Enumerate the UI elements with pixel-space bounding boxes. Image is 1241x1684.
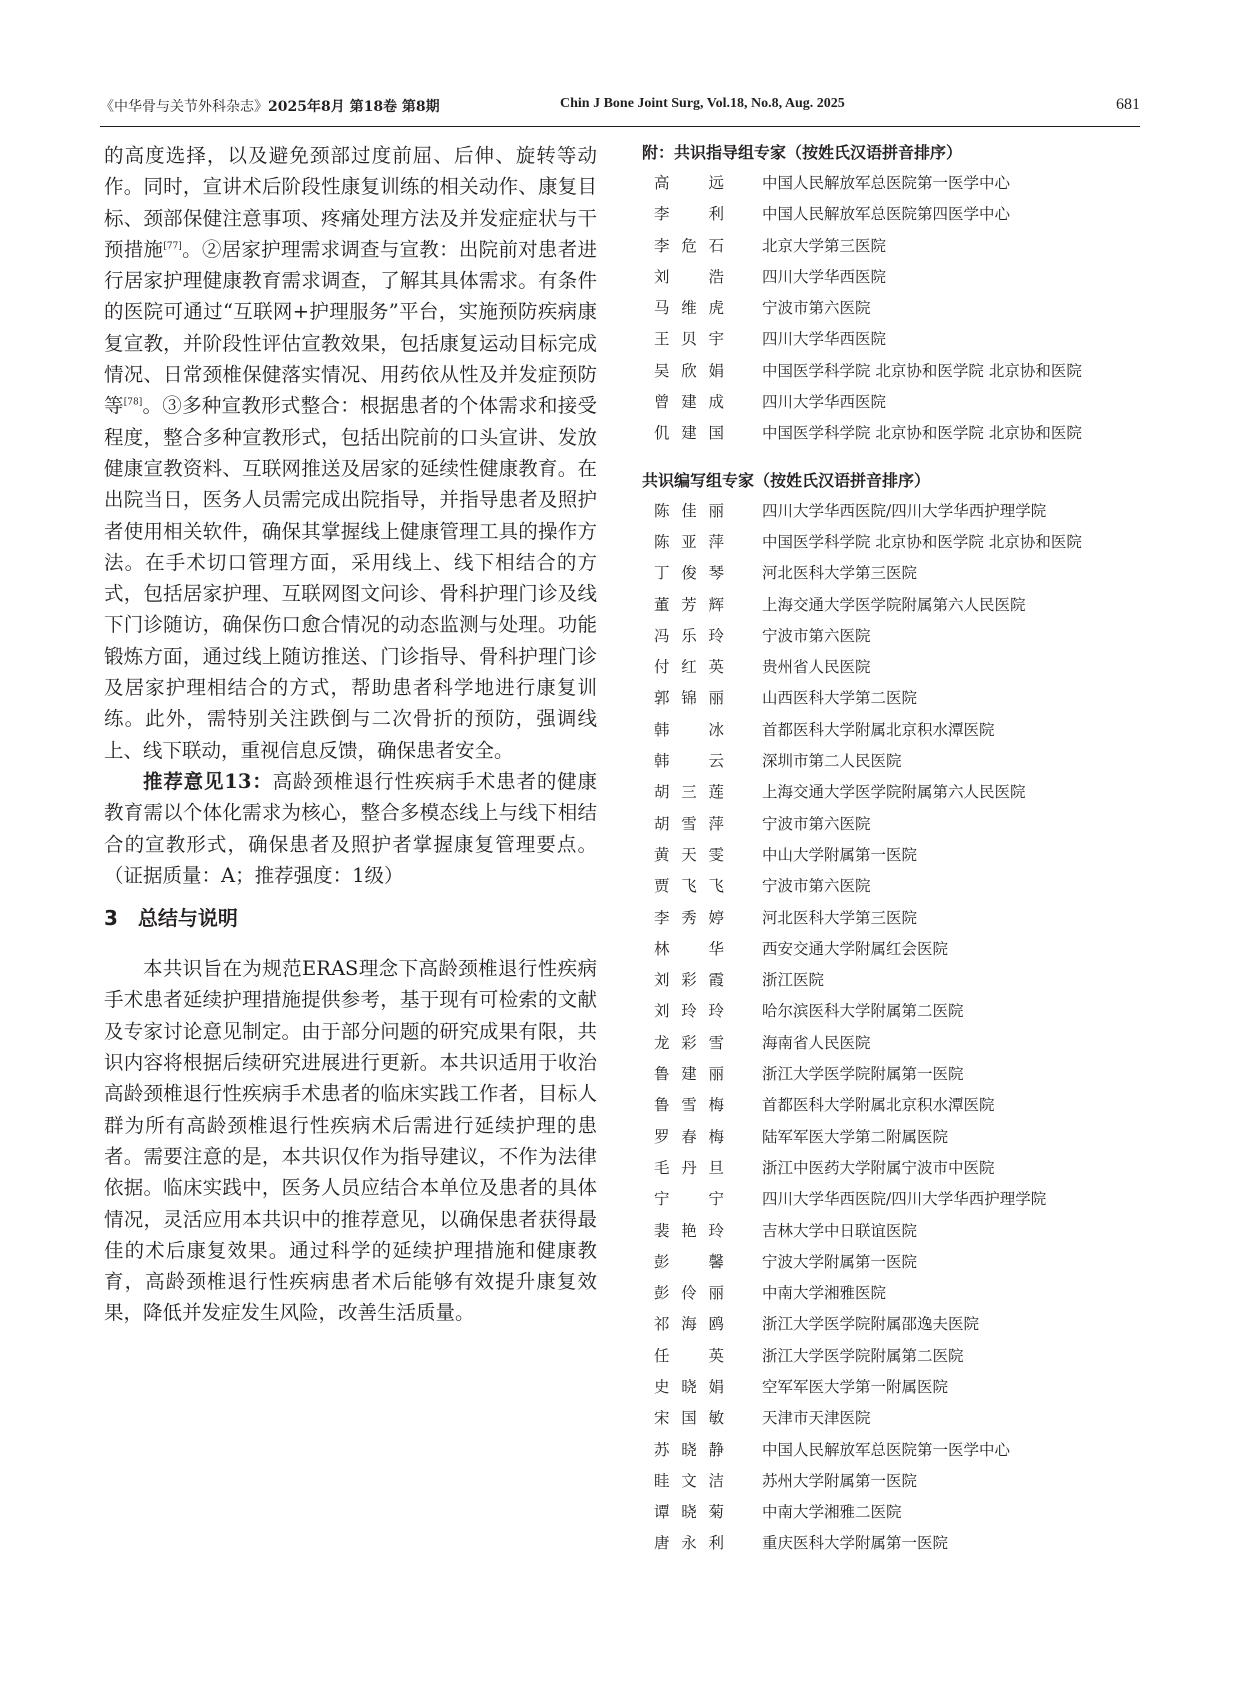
expert-institution: 宁波市第六医院 [762,877,871,896]
recommendation-13 [104,766,597,891]
expert-institution: 中南大学湘雅医院 [762,1284,887,1303]
expert-institution: 宁波市第六医院 [762,814,871,833]
expert-name: 任 英 [654,1346,724,1365]
expert-institution: 中山大学附属第一医院 [762,845,918,864]
right-column [642,140,1142,1560]
expert-row [642,1497,1142,1528]
expert-name: 裴艳玲 [654,1221,724,1240]
expert-name: 仉建国 [654,424,724,443]
expert-name: 董芳辉 [654,595,724,614]
summary-paragraph: 本共识旨在为规范ERAS理念下高龄颈椎退行性疾病手术患者延续护理措施提供参考，基于现有可检索的文献及专家讨论意见制定。由于部分问题的研究成果有限，共识内容将根据后续研究进展进行更新。本共识适用于收治高龄颈椎退行性疾病手术患者的临床实践工作者，目标人群为所有高龄颈椎退行性疾病术后需进行延续护理的患者。需要注意的是，本共识仅作为指导建议，不作为法律依据。临床实践中，医务人员应结合本单位及患者的具体情况，灵活应用本共识中的推荐意见，以确保患者获得最佳的术后康复效果。通过科学的延续护理措施和健康教育，高龄颈椎退行性疾病患者术后能够有效提升康复效果，降低并发症发生风险，改善生活质量。 [104,957,597,1325]
expert-row [642,621,1142,652]
expert-name: 毛丹旦 [654,1158,724,1177]
expert-name: 龙彩雪 [654,1033,724,1052]
expert-row [642,1341,1142,1372]
expert-name: 李 利 [654,205,724,224]
writing-group-list [642,496,1142,1560]
expert-institution: 四川大学华西医院 [762,330,887,349]
expert-name: 彭 馨 [654,1252,724,1271]
expert-row [642,527,1142,558]
expert-row [642,168,1142,199]
para-text: 。②居家护理需求调查与宣教：出院前对患者进行居家护理健康教育需求调查，了解其具体需求。有条件的医院可通过“互联网+护理服务”平台，实施预防疾病康复宣教，并阶段性评估宣教效果，包括康复运动目标完成情况、日常颈椎保健落实情况、用药依从性及并发症预防等 [104,237,597,418]
expert-name: 刘玲玲 [654,1002,724,1021]
expert-institution: 吉林大学中日联谊医院 [762,1221,918,1240]
expert-name: 黄天雯 [654,845,724,864]
expert-name: 眭文洁 [654,1471,724,1490]
expert-row [642,1309,1142,1340]
guide-group-title: 附：共识指导组专家（按姓氏汉语拼音排序） [642,143,963,162]
expert-institution: 浙江中医药大学附属宁波市中医院 [762,1158,995,1177]
expert-name: 陈亚萍 [654,532,724,551]
expert-name: 李危石 [654,236,724,255]
expert-institution: 浙江大学医学院附属第一医院 [762,1065,964,1084]
expert-institution: 陆军军医大学第二附属医院 [762,1127,949,1146]
expert-row [642,903,1142,934]
expert-row [642,1090,1142,1121]
expert-institution: 浙江医院 [762,971,825,990]
expert-institution: 空军军医大学第一附属医院 [762,1377,949,1396]
expert-name: 陈佳丽 [654,501,724,520]
expert-name: 王贝宇 [654,330,724,349]
expert-row [642,496,1142,527]
expert-name: 鲁建丽 [654,1065,724,1084]
expert-name: 宁 宁 [654,1190,724,1209]
expert-name: 韩 冰 [654,720,724,739]
expert-name: 李秀婷 [654,908,724,927]
expert-name: 林 华 [654,939,724,958]
expert-institution: 上海交通大学医学院附属第六人民医院 [762,783,1026,802]
expert-institution: 深圳市第二人民医院 [762,752,902,771]
expert-row [642,1278,1142,1309]
expert-institution: 北京大学第三医院 [762,236,887,255]
expert-row [642,418,1142,449]
expert-row [642,356,1142,387]
expert-institution: 重庆医科大学附属第一医院 [762,1534,949,1553]
expert-row [642,1028,1142,1059]
expert-institution: 首都医科大学附属北京积水潭医院 [762,720,995,739]
expert-row [642,1372,1142,1403]
expert-institution: 浙江大学医学院附属第二医院 [762,1346,964,1365]
expert-row [642,715,1142,746]
expert-institution: 海南省人民医院 [762,1033,871,1052]
expert-institution: 四川大学华西医院 [762,393,887,412]
expert-name: 贾飞飞 [654,877,724,896]
expert-row [642,293,1142,324]
expert-institution: 浙江大学医学院附属邵逸夫医院 [762,1315,980,1334]
expert-name: 谭晓菊 [654,1503,724,1522]
section-heading: 3 总结与说明 [104,906,238,931]
expert-institution: 中国人民解放军总医院第一医学中心 [762,174,1011,192]
expert-name: 丁俊琴 [654,564,724,583]
expert-name: 胡雪萍 [654,814,724,833]
expert-row [642,590,1142,621]
writing-group-title: 共识编写组专家（按姓氏汉语拼音排序） [642,470,931,490]
expert-name: 史晓娟 [654,1377,724,1396]
expert-name: 韩 云 [654,752,724,771]
expert-institution: 中南大学湘雅二医院 [762,1503,902,1522]
expert-name: 苏晓静 [654,1440,724,1459]
citation[interactable]: [78] [123,397,143,408]
expert-institution: 中国医学科学院 北京协和医学院 北京协和医院 [762,361,1082,380]
expert-institution: 河北医科大学第三医院 [762,564,918,583]
expert-institution: 中国医学科学院 北京协和医学院 北京协和医院 [762,532,1082,551]
expert-row [642,996,1142,1027]
expert-row [642,871,1142,902]
expert-row [642,777,1142,808]
expert-institution: 宁波大学附属第一医院 [762,1252,918,1271]
left-column [104,140,597,1329]
expert-row [642,1466,1142,1497]
journal-issue-cn [100,96,440,116]
expert-row [642,1528,1142,1559]
expert-row [642,652,1142,683]
expert-row [642,934,1142,965]
expert-name: 付红英 [654,658,724,677]
expert-row [642,746,1142,777]
expert-institution: 中国人民解放军总医院第四医学中心 [762,205,1011,224]
expert-row [642,1435,1142,1466]
expert-institution: 贵州省人民医院 [762,658,871,677]
expert-institution: 四川大学华西医院/四川大学华西护理学院 [762,1190,1047,1209]
expert-name: 唐永利 [654,1534,724,1553]
expert-row [642,199,1142,230]
para-text: 的高度选择，以及避免颈部过度前屈、后伸、旋转等动作。同时，宣讲术后阶段性康复训练的相关动作、康复目标、颈部保健注意事项、疼痛处理方法及并发症症状与干预措施 [104,144,597,261]
journal-issue-en: Chin J Bone Joint Surg, Vol.18, No.8, Aug. 2025 [560,96,845,111]
expert-name: 祁海鸥 [654,1315,724,1334]
expert-institution: 宁波市第六医院 [762,299,871,318]
expert-institution: 中国医学科学院 北京协和医学院 北京协和医院 [762,424,1082,443]
expert-name: 高 远 [654,174,724,192]
expert-row [642,840,1142,871]
expert-name: 刘 浩 [654,267,724,286]
expert-row [642,387,1142,418]
expert-institution: 河北医科大学第三医院 [762,908,918,927]
citation[interactable]: [77] [163,241,182,252]
expert-row [642,683,1142,714]
expert-name: 吴欣娟 [654,361,724,380]
expert-row [642,1184,1142,1215]
expert-institution: 四川大学华西医院/四川大学华西护理学院 [762,501,1047,520]
expert-row [642,1216,1142,1247]
expert-institution: 西安交通大学附属红会医院 [762,939,949,958]
journal-name-cn: 《中华骨与关节外科杂志》 [100,99,268,115]
expert-row [642,1122,1142,1153]
expert-row [642,809,1142,840]
expert-row [642,558,1142,589]
expert-institution: 苏州大学附属第一医院 [762,1471,918,1490]
expert-name: 罗春梅 [654,1127,724,1146]
recommendation-text: 高龄颈椎退行性疾病手术患者的健康教育需以个体化需求为核心，整合多模态线上与线下相结合的宣教形式，确保患者及照护者掌握康复管理要点。（证据质量：A；推荐强度：1级） [104,769,597,887]
expert-row [642,324,1142,355]
expert-institution: 哈尔滨医科大学附属第二医院 [762,1002,964,1021]
expert-institution: 山西医科大学第二医院 [762,689,918,708]
header-rule [100,126,1140,127]
expert-row [642,1247,1142,1278]
expert-name: 马维虎 [654,299,724,318]
expert-name: 郭锦丽 [654,689,724,708]
expert-row [642,1153,1142,1184]
page-number: 681 [1116,96,1140,113]
issue-date-cn: 2025年8月 第18卷 第8期 [268,99,440,115]
expert-institution: 首都医科大学附属北京积水潭医院 [762,1096,995,1115]
expert-name: 曾建成 [654,393,724,412]
body-paragraph [104,140,597,766]
para-text: 。③多种宣教形式整合：根据患者的个体需求和接受程度，整合多种宣教形式，包括出院前的口头宣讲、发放健康宣教资料、互联网推送及居家的延续性健康教育。在出院当日，医务人员需完成出院指导，并指导患者及照护者使用相关软件，确保其掌握线上健康管理工具的操作方法。在手术切口管理方面，采用线上、线下相结合的方式，包括居家护理、互联网图文问诊、骨科护理门诊及线下门诊随访，确保伤口愈合情况的动态监测与处理。功能锻炼方面，通过线上随访推送、门诊指导、骨科护理门诊及居家护理相结合的方式，帮助患者科学地进行康复训练。此外，需特别关注跌倒与二次骨折的预防，强调线上、线下联动，重视信息反馈，确保患者安全。 [104,394,597,762]
expert-institution: 中国人民解放军总医院第一医学中心 [762,1440,1011,1459]
expert-institution: 宁波市第六医院 [762,626,871,645]
expert-name: 鲁雪梅 [654,1096,724,1115]
expert-row [642,1059,1142,1090]
expert-name: 胡三莲 [654,783,724,802]
expert-row [642,262,1142,293]
expert-institution: 四川大学华西医院 [762,267,887,286]
guide-group-list [642,168,1142,450]
running-header [100,96,1140,126]
expert-name: 彭伶丽 [654,1284,724,1303]
expert-row [642,231,1142,262]
expert-row [642,965,1142,996]
expert-name: 刘彩霞 [654,971,724,990]
expert-institution: 天津市天津医院 [762,1409,871,1428]
recommendation-label: 推荐意见13： [143,769,273,793]
expert-name: 冯乐玲 [654,626,724,645]
expert-institution: 上海交通大学医学院附属第六人民医院 [762,595,1026,614]
expert-row [642,1403,1142,1434]
expert-name: 宋国敏 [654,1409,724,1428]
